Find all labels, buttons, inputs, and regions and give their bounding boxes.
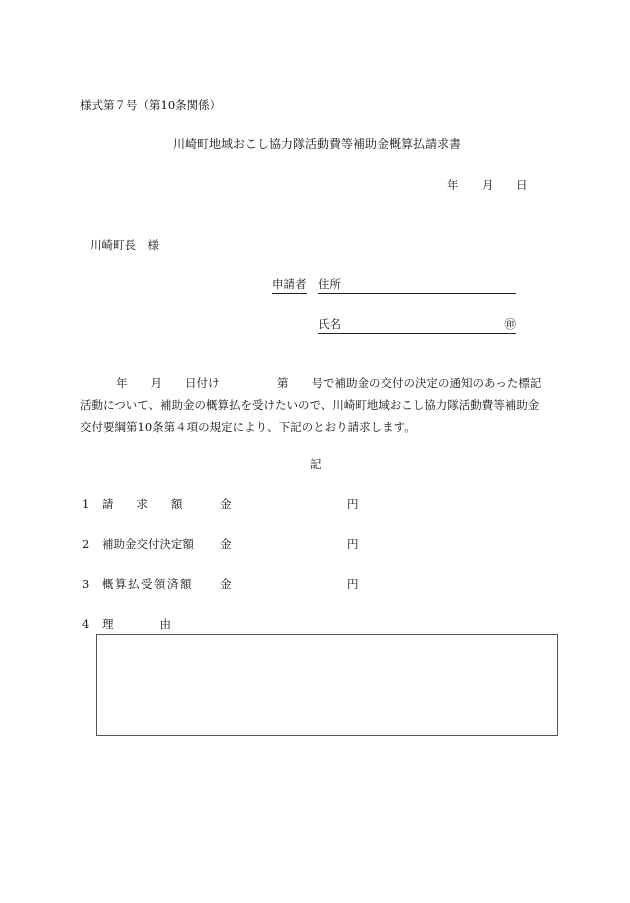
address-field — [318, 279, 516, 294]
reason-box[interactable] — [96, 634, 558, 736]
item-yen: 円 — [347, 497, 359, 511]
paragraph-line-1: 年 月 日付け 第 号で補助金の交付の決定の通知のあった標記 — [116, 376, 542, 390]
applicant-label: 申請者 — [272, 279, 307, 294]
paragraph-line-3: 交付要綱第10条第４項の規定により、下記のとおり請求します。 — [80, 420, 416, 434]
item-yen: 円 — [347, 577, 359, 591]
date-day: 日 — [516, 178, 528, 192]
name-field — [318, 319, 516, 334]
item-yen: 円 — [347, 537, 359, 551]
address-label: 住所 — [318, 277, 341, 291]
item-label: 請 求 額 — [102, 497, 183, 511]
paragraph-line-2: 活動について、補助金の概算払を受けたいので、川崎町地域おこし協力隊活動費等補助金 — [80, 398, 540, 412]
form-number: 様式第７号（第10条関係） — [80, 98, 222, 112]
item-kin: 金 — [220, 537, 232, 551]
item-number: 3 — [82, 577, 90, 591]
item-label: 概算払受領済額 — [102, 577, 193, 591]
date-month: 月 — [482, 178, 494, 192]
item-kin: 金 — [220, 497, 232, 511]
ki-heading: 記 — [310, 457, 322, 471]
item-label: 理 由 — [102, 617, 171, 631]
document-title: 川崎町地域おこし協力隊活動費等補助金概算払請求書 — [173, 137, 462, 151]
addressee: 川崎町長 様 — [90, 238, 159, 252]
item-number: 2 — [82, 537, 90, 551]
request-paragraph — [80, 372, 560, 438]
item-label: 補助金交付決定額 — [102, 537, 194, 551]
item-number: 1 — [82, 497, 90, 511]
seal-mark: ㊞ — [504, 317, 516, 331]
item-kin: 金 — [220, 577, 232, 591]
date-year: 年 — [447, 178, 459, 192]
item-number: 4 — [82, 617, 90, 631]
name-label: 氏名 — [318, 317, 341, 331]
